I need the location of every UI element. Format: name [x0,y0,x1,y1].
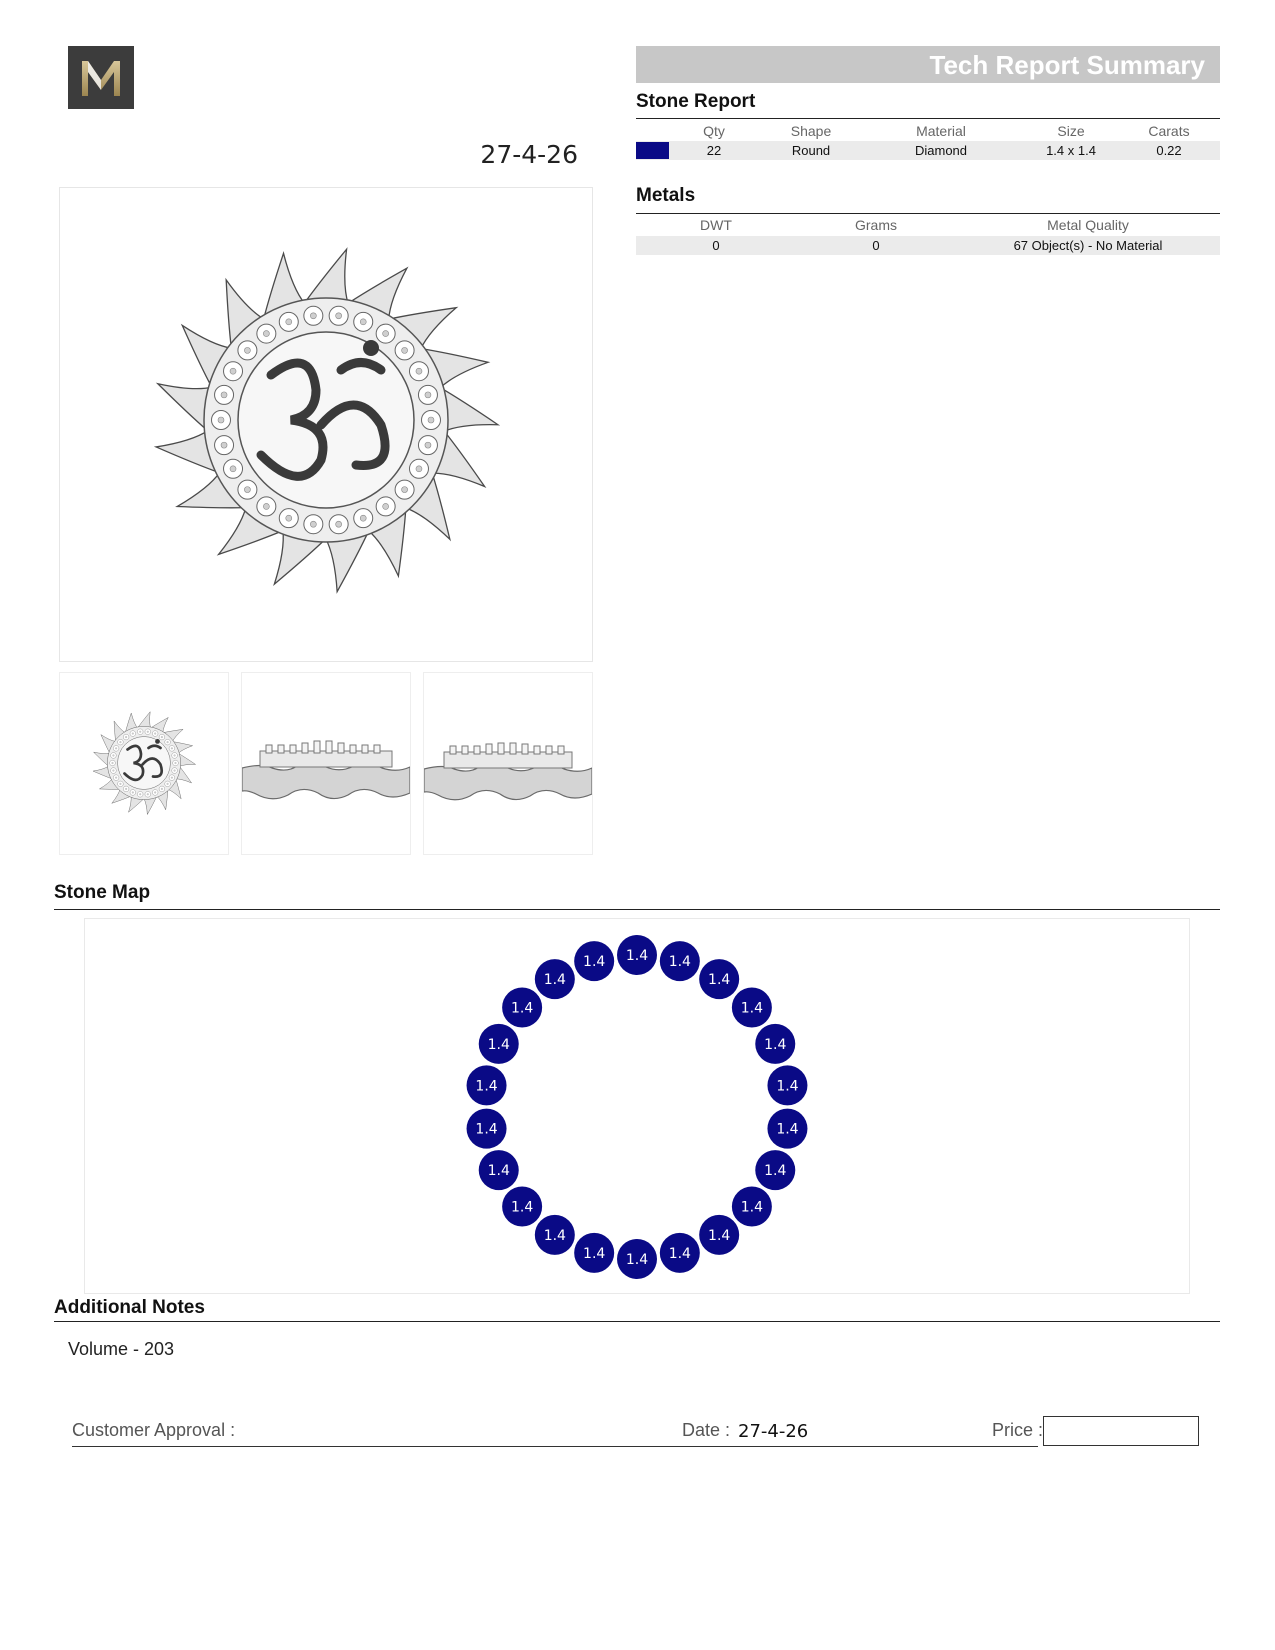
col-metal-quality: Metal Quality [1047,217,1129,233]
metals-title: Metals [636,185,696,206]
table-row [636,236,1220,255]
main-product-render [59,187,593,662]
cell-material: Diamond [914,143,968,158]
stone-marker [574,1233,614,1273]
stone-report-header [636,123,1220,139]
stone-map-rule [54,909,1220,910]
col-carats: Carats [1148,123,1190,139]
stone-size-label: 1.4 [668,1245,691,1262]
stone-marker [755,1150,795,1190]
stone-map-diagram [85,919,1189,1293]
pendant-graphic [156,249,498,591]
stone-size-label: 1.4 [487,1163,510,1180]
stone-marker [732,1187,772,1227]
col-size: Size [1057,123,1085,139]
stone-size-label: 1.4 [776,1121,799,1138]
table-row [636,141,1220,160]
metals-header [636,217,1220,233]
metals-rule [636,213,1220,214]
cell-grams: 0 [872,238,880,253]
col-grams: Grams [855,217,897,233]
thumbnail-angle-view[interactable] [423,672,593,855]
report-title: Tech Report Summary [929,50,1205,80]
stone-size-label: 1.4 [625,948,649,964]
stone-color-swatch [636,142,669,159]
stone-size-label: 1.4 [764,1163,787,1180]
stone-report-title: Stone Report [636,91,756,112]
col-shape: Shape [790,123,832,139]
cell-dwt: 0 [712,238,720,253]
approval-date-value: 27-4-26 [738,1421,809,1442]
stone-size-label: 1.4 [740,1199,764,1216]
stone-marker [467,1065,507,1105]
stone-marker [479,1024,519,1064]
stone-marker [755,1024,795,1064]
price-field[interactable] [1043,1416,1199,1446]
stone-size-label: 1.4 [583,954,606,971]
pendant-graphic [93,712,196,815]
stone-size-label: 1.4 [487,1036,510,1053]
stone-size-label: 1.4 [475,1078,498,1095]
stone-size-label: 1.4 [668,954,691,971]
document-date: 27-4-26 [480,140,578,169]
col-qty: Qty [703,123,725,139]
stone-marker [699,1215,739,1255]
stone-marker [479,1150,519,1190]
stone-size-label: 1.4 [543,1227,566,1244]
additional-notes-rule [54,1321,1220,1322]
col-material: Material [916,123,966,139]
report-header-banner [636,46,1220,83]
stone-marker [574,941,614,981]
stone-size-label: 1.4 [510,1199,534,1216]
stone-size-label: 1.4 [583,1245,606,1262]
stone-size-label: 1.4 [708,1227,731,1244]
stone-size-label: 1.4 [510,1000,534,1017]
stone-marker [535,959,575,999]
stone-marker [535,1215,575,1255]
stone-map-title: Stone Map [54,882,151,903]
stone-marker [767,1065,807,1105]
stone-marker [502,987,542,1027]
stone-size-label: 1.4 [625,1252,649,1268]
stone-map-panel [84,918,1190,1294]
thumbnail-top-view[interactable] [59,672,229,855]
customer-approval-label: Customer Approval : [72,1420,236,1440]
angle-profile-graphic [424,743,592,800]
stone-marker [699,959,739,999]
stone-report-rule [636,118,1220,119]
additional-notes-title: Additional Notes [54,1297,205,1318]
stone-marker [617,935,657,975]
stone-size-label: 1.4 [776,1078,799,1095]
stone-size-label: 1.4 [475,1121,498,1138]
price-label: Price : [992,1420,1044,1440]
cell-shape: Round [791,143,831,158]
side-profile-graphic [242,741,410,799]
stone-marker [660,1233,700,1273]
cell-carats: 0.22 [1156,143,1182,158]
company-logo [68,46,134,109]
col-dwt: DWT [700,217,732,233]
cell-qty: 22 [706,143,722,158]
stone-size-label: 1.4 [708,972,731,989]
approval-date-label: Date : [682,1420,731,1440]
signature-line[interactable] [72,1446,1038,1447]
stone-size-label: 1.4 [740,1000,764,1017]
cell-metal-quality: 67 Object(s) - No Material [1013,238,1163,253]
stone-marker [467,1109,507,1149]
stone-marker [617,1239,657,1279]
cell-size: 1.4 x 1.4 [1046,143,1096,158]
stone-marker [502,1187,542,1227]
stone-marker [660,941,700,981]
stone-marker [767,1109,807,1149]
stone-size-label: 1.4 [543,972,566,989]
thumbnail-side-view[interactable] [241,672,411,855]
notes-text: Volume - 203 [68,1339,175,1359]
stone-size-label: 1.4 [764,1036,787,1053]
stone-marker [732,987,772,1027]
